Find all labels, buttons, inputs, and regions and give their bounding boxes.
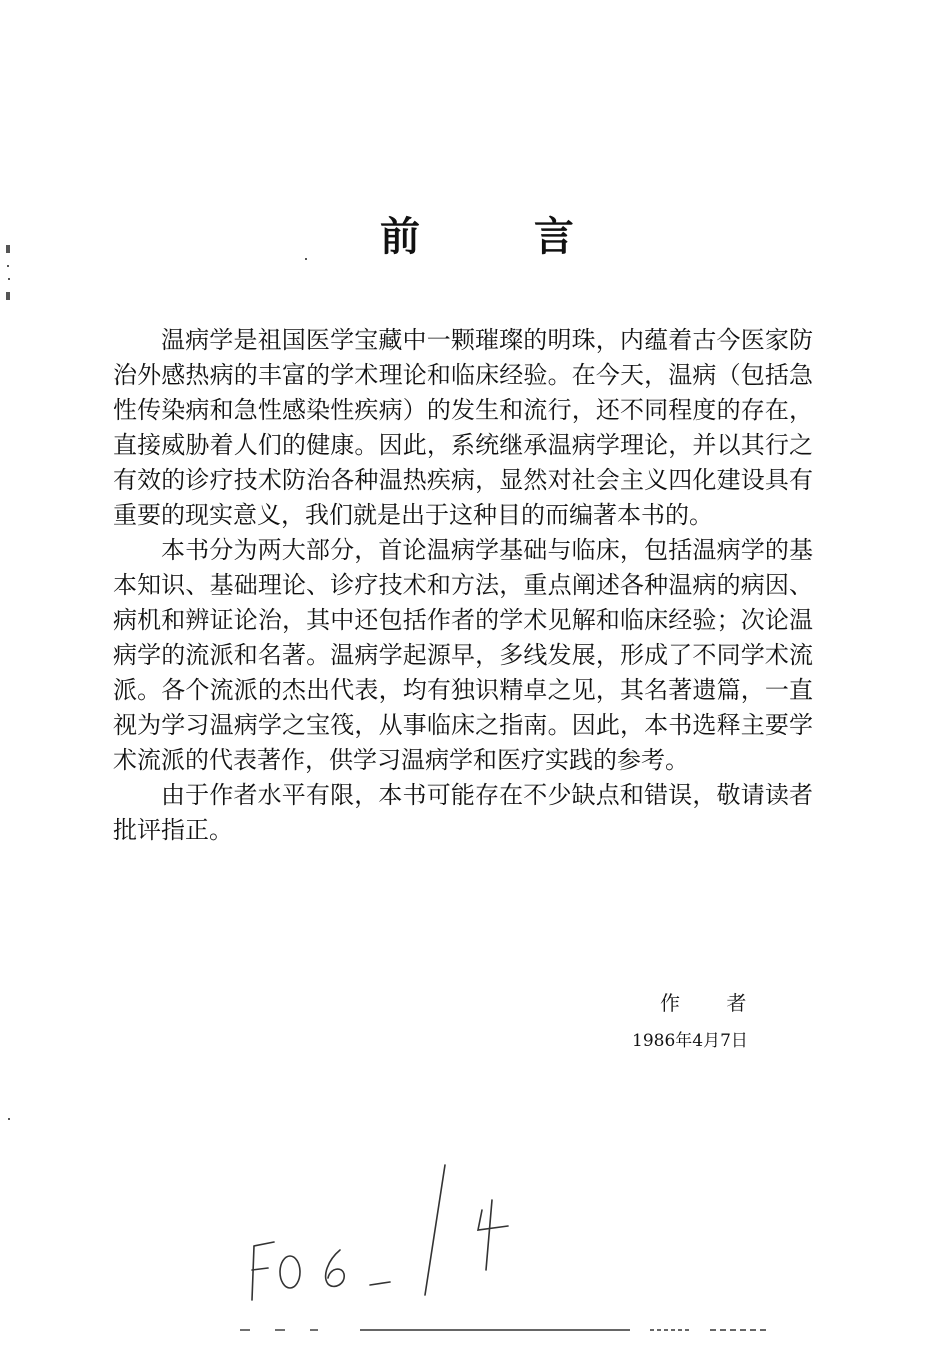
stray-mark [8, 1118, 10, 1120]
preface-title: 前 言 [380, 213, 624, 260]
paragraph-3: 由于作者水平有限，本书可能存在不少缺点和错误，敬请读者批评指正。 [113, 781, 813, 844]
bottom-rule [230, 1325, 790, 1335]
preface-body [113, 323, 813, 848]
paragraph-1: 温病学是祖国医学宝藏中一颗璀璨的明珠，内蕴着古今医家防治外感热病的丰富的学术理论和临床经验。在今天，温病（包括急性传染病和急性感染性疾病）的发生和流行，还不同程度的存在，直接威胁着人们的健康。因此，系统继承温病学理论，并以其行之有效的诊疗技术防治各种温热疾病，显然对社会主义四化建设具有重要的现实意义，我们就是出于这种目的而编著本书的。 [113, 326, 813, 529]
author-signature: 作 者 [660, 991, 767, 1015]
date-line: 1986年4月7日 [632, 1031, 748, 1051]
margin-marks [0, 240, 20, 310]
stray-mark [305, 258, 307, 260]
paragraph-2: 本书分为两大部分，首论温病学基础与临床，包括温病学的基本知识、基础理论、诊疗技术和方法，重点阐述各种温病的病因、病机和辨证论治，其中还包括作者的学术见解和临床经验；次论温病学的流派和名著。温病学起源早，多线发展，形成了不同学术流派。各个流派的杰出代表，均有独识精卓之见，其名著遗篇，一直视为学习温病学之宝筏，从事临床之指南。因此，本书选释主要学术流派的代表著作，供学习温病学和医疗实践的参考。 [113, 536, 813, 774]
handwritten-note [230, 1160, 550, 1310]
